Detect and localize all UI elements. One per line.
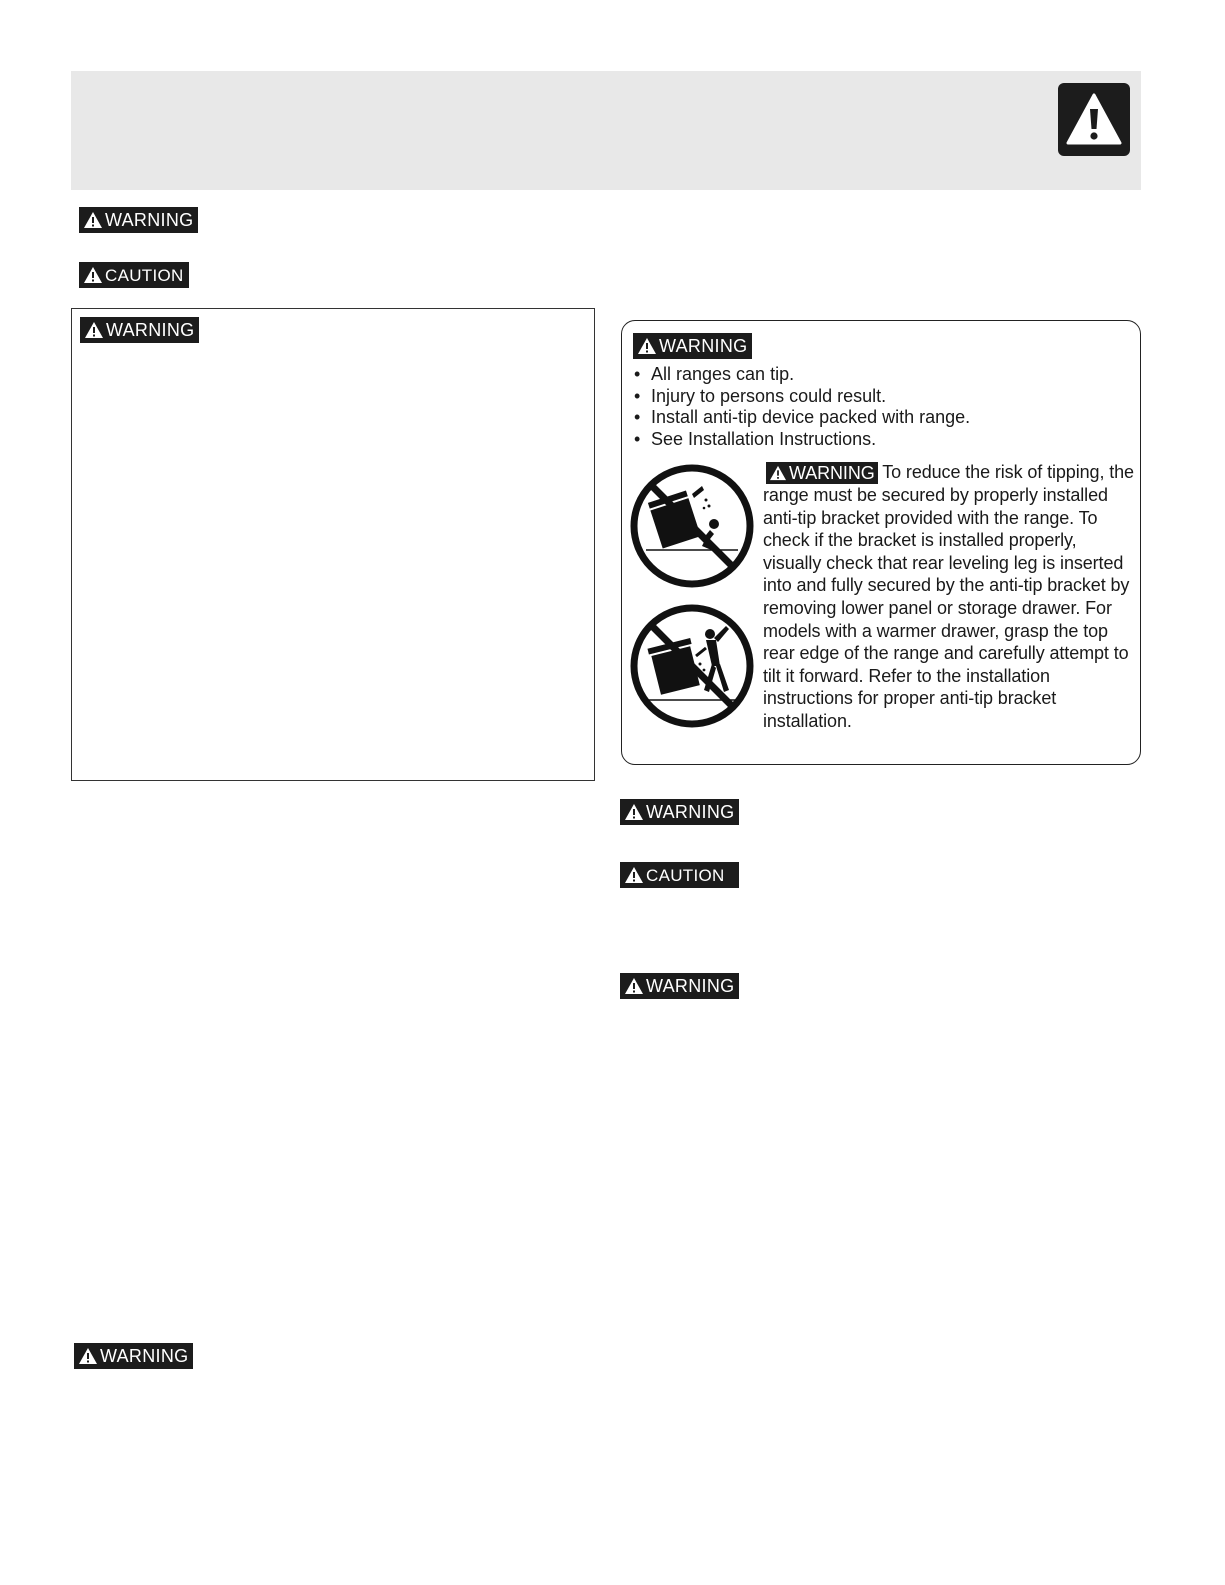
warning-badge (75, 1344, 192, 1368)
list-item: • See Installation Instructions. (634, 429, 970, 451)
alert-triangle-icon (769, 465, 787, 481)
warning-label: WARNING (106, 320, 195, 340)
anti-tip-bullet-list (634, 364, 970, 450)
alert-triangle-icon (624, 803, 644, 821)
alert-triangle-icon (624, 977, 644, 995)
alert-triangle-icon (624, 866, 644, 884)
header-band (71, 71, 1141, 190)
warning-badge (80, 208, 197, 232)
warning-badge (81, 318, 198, 342)
caution-badge (80, 263, 188, 287)
warning-badge (621, 800, 738, 824)
warning-badge (634, 334, 751, 358)
alert-triangle-icon (637, 337, 657, 355)
no-child-on-door-icon (630, 464, 754, 588)
warning-label: WARNING (659, 336, 748, 356)
warning-label: WARNING (105, 210, 194, 230)
warning-label: WARNING (646, 802, 735, 822)
safety-alert-icon (1058, 83, 1130, 156)
alert-triangle-icon (83, 211, 103, 229)
list-item: • Install anti-tip device packed with range. (634, 407, 970, 429)
anti-tip-text: To reduce the risk of tipping, the range must be secured by properly installed anti-tip bracket provided with the range. To check if the bracket is installed properly, visually check that rear leveling leg is inserted into and fully secured by the anti-tip bracket by removing lower panel or storage drawer. For models with a warmer drawer, grasp the top rear edge of the range and carefully attempt to tilt it forward. Refer to the installation instructions for proper anti-tip bracket installation. (763, 462, 1134, 731)
list-item: • Injury to persons could result. (634, 386, 970, 408)
no-climbing-on-range-icon (630, 604, 754, 728)
warning-box (71, 308, 595, 781)
anti-tip-paragraph (763, 461, 1135, 733)
warning-label: WARNING (646, 976, 735, 996)
caution-label: CAUTION (105, 265, 184, 285)
warning-label: WARNING (100, 1346, 189, 1366)
caution-label: CAUTION (646, 865, 725, 885)
alert-triangle-icon (78, 1347, 98, 1365)
warning-label: WARNING (789, 463, 875, 483)
alert-triangle-icon (83, 266, 103, 284)
caution-badge (621, 863, 738, 887)
warning-badge (621, 974, 738, 998)
warning-badge (766, 462, 878, 484)
alert-triangle-icon (84, 321, 104, 339)
list-item: • All ranges can tip. (634, 364, 970, 386)
